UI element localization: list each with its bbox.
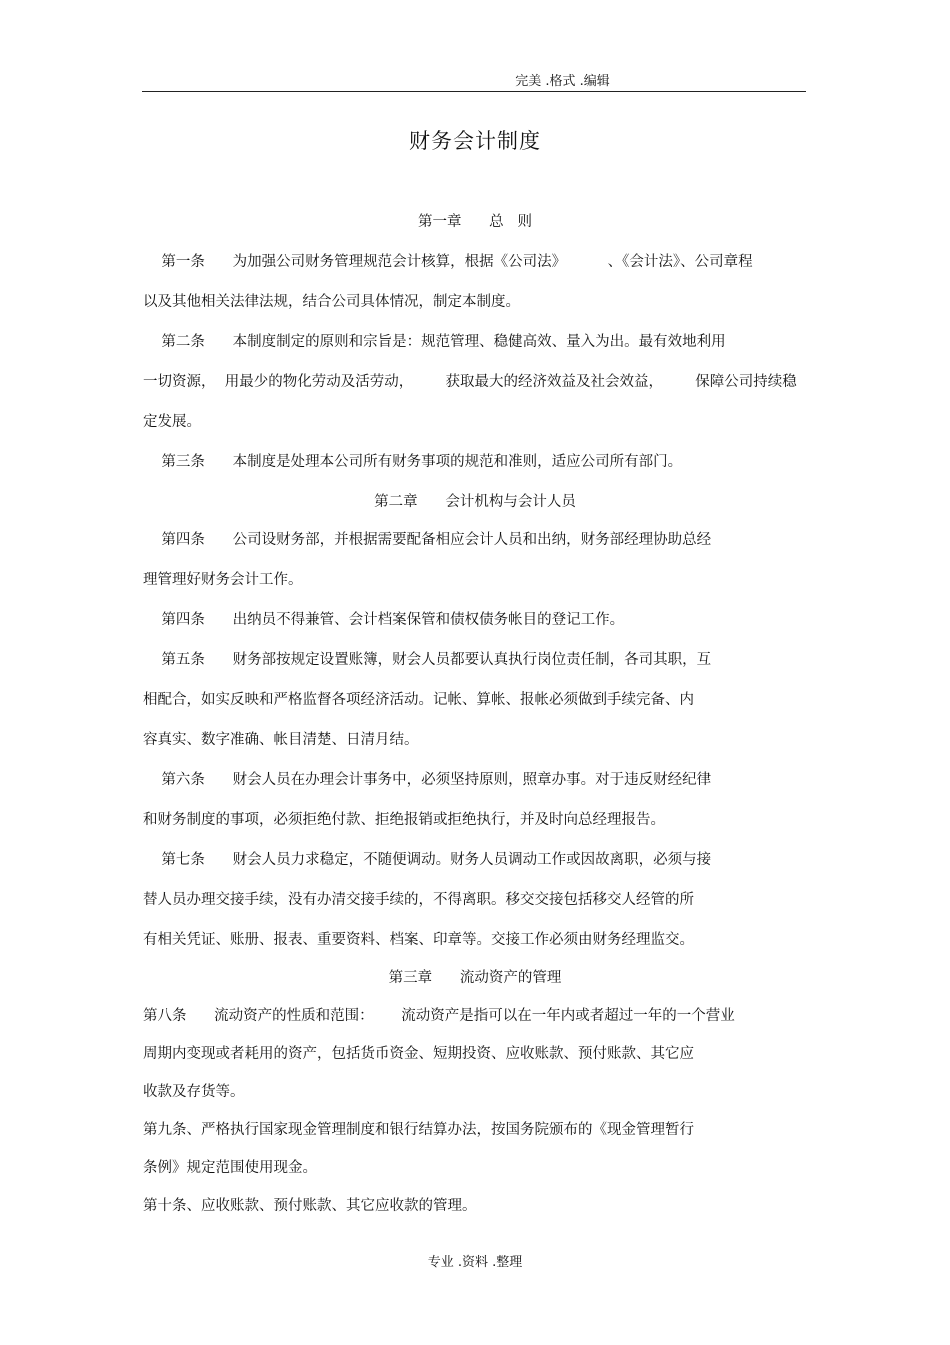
text-line: 替人员办理交接手续，没有办清交接手续的，不得离职。移交交接包括移交人经管的所 <box>143 892 694 908</box>
text-line: 有相关凭证、账册、报表、重要资料、档案、印章等。交接工作必须由财务经理监交。 <box>143 932 694 948</box>
chapter-heading: 第二章 会计机构与会计人员 <box>374 494 576 510</box>
text-line: 条例》规定范围使用现金。 <box>143 1160 317 1176</box>
text-line: 第二条 本制度制定的原则和宗旨是：规范管理、稳健高效、量入为出。最有效地利用 <box>143 334 726 350</box>
text-line: 和财务制度的事项，必须拒绝付款、拒绝报销或拒绝执行，并及时向总经理报告。 <box>143 812 665 828</box>
document-body <box>143 208 807 1230</box>
page-header: 完美 .格式 .编辑 <box>515 74 610 89</box>
chapter-heading: 第一章 总 则 <box>418 214 532 230</box>
text-line: 第七条 财会人员力求稳定，不随便调动。财务人员调动工作或因故离职，必须与接 <box>143 852 712 868</box>
text-line: 容真实、数字准确、帐目清楚、日清月结。 <box>143 732 419 748</box>
text-line: 以及其他相关法律法规，结合公司具体情况，制定本制度。 <box>143 294 520 310</box>
header-divider <box>142 91 806 92</box>
text-line: 定发展。 <box>143 414 201 430</box>
text-line: 收款及存货等。 <box>143 1084 245 1100</box>
page-footer: 专业 .资料 .整理 <box>427 1255 523 1270</box>
text-line: 第六条 财会人员在办理会计事务中，必须坚持原则，照章办事。对于违反财经纪律 <box>143 772 712 788</box>
text-line: 一切资源， 用最少的物化劳动及活劳动， 获取最大的经济效益及社会效益， 保障公司持续稳 <box>143 374 797 390</box>
chapter-heading: 第三章 流动资产的管理 <box>388 970 562 986</box>
text-line: 第十条、应收账款、预付账款、其它应收款的管理。 <box>143 1198 477 1214</box>
text-line: 理管理好财务会计工作。 <box>143 572 303 588</box>
text-line: 相配合，如实反映和严格监督各项经济活动。记帐、算帐、报帐必须做到手续完备、内 <box>143 692 694 708</box>
document-title: 财务会计制度 <box>409 129 541 153</box>
text-line: 第五条 财务部按规定设置账簿，财会人员都要认真执行岗位责任制，各司其职，互 <box>143 652 712 668</box>
text-line: 第四条 公司设财务部，并根据需要配备相应会计人员和出纳，财务部经理协助总经 <box>143 532 712 548</box>
text-line: 第八条 流动资产的性质和范围： 流动资产是指可以在一年内或者超过一年的一个营业 <box>143 1008 735 1024</box>
text-line: 周期内变现或者耗用的资产，包括货币资金、短期投资、应收账款、预付账款、其它应 <box>143 1046 694 1062</box>
text-line: 第九条、严格执行国家现金管理制度和银行结算办法，按国务院颁布的《现金管理暂行 <box>143 1122 694 1138</box>
text-line: 第三条 本制度是处理本公司所有财务事项的规范和准则，适应公司所有部门。 <box>143 454 683 470</box>
text-line: 第一条 为加强公司财务管理规范会计核算，根据《公司法》 、《会计法》、公司章程 <box>143 254 753 270</box>
text-line: 第四条 出纳员不得兼管、会计档案保管和债权债务帐目的登记工作。 <box>143 612 625 628</box>
